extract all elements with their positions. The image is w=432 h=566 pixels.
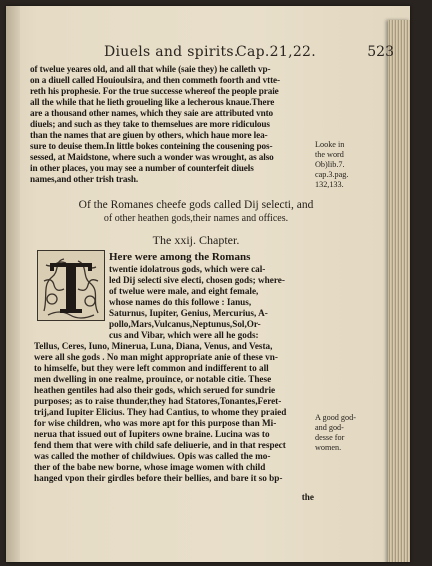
body-line: heathen gentiles had also their gods, which serued for sundrie [34, 385, 276, 395]
chapter-heading: The xxij. Chapter. [152, 233, 240, 247]
body-line: hanged vpon their girdles before their bellies, and bare it so bp- [34, 473, 283, 483]
margin-note-line: Ob)lib.7. [315, 160, 345, 169]
body-line: purposes; as to raise thunder,they had Statores,Tonantes,Feret- [34, 396, 282, 406]
body-line: sure to deuise them.In little bokes conteining the cousening pos- [30, 141, 273, 151]
body-line: cus and Vibar, which were all he gods: [109, 330, 259, 340]
body-line: of twelue yeares old, and all that while (saie they) he calleth vp- [30, 64, 271, 74]
body-line: whose names do this followe : Ianus, [109, 297, 252, 307]
margin-note-line: A good god- [315, 413, 356, 422]
body-line: were all she gods . No man might appropriate anie of these vn- [34, 352, 278, 362]
body-line: all the while that he lieth groueling like a lecherous knaue.There [30, 97, 275, 107]
body-line: are a thousand other names, which they saie are attributed vnto [30, 108, 274, 118]
margin-note-line: women. [315, 443, 342, 452]
running-head [64, 44, 394, 62]
book-page [6, 6, 410, 562]
body-line: on a diuell called Houioulsira, and then commeth foorth and vtte- [30, 75, 280, 85]
page-number: 523 [367, 44, 394, 60]
margin-note-line: desse for [315, 433, 345, 442]
body-line: nerua that issued out of Iupiters owne braine. Lucina was to [34, 429, 270, 439]
margin-note-line: cap.3.pag. [315, 170, 349, 179]
decorated-initial [37, 250, 105, 321]
margin-note-line: the word [315, 150, 344, 159]
body-line: pollo,Mars,Vulcanus,Neptunus,Sol,Or- [109, 319, 261, 329]
body-line: ther of the babe new borne, whose image women with child [34, 462, 266, 472]
body-line: twentie idolatrous gods, which were cal- [109, 264, 266, 274]
running-head-title: Diuels and spirits. [104, 44, 239, 60]
body-line: than the names that are giuen by others, which haue more lea- [30, 130, 268, 140]
body-line: of twelue were male, and eight female, [109, 286, 259, 296]
margin-note-line: 132,133. [315, 180, 344, 189]
body-line: to himselfe, but they were left common and indifferent to all [34, 363, 269, 373]
body-line: in other places, you may see a number of counterfeit diuels [30, 163, 254, 173]
body-line: men dwelling in one realme, prouince, or notable citie. These [34, 374, 272, 384]
foliate-initial-ornament [38, 251, 104, 320]
body-line: names,and other trish trash. [30, 174, 139, 184]
section-title: Of the Romanes cheefe gods called Dij selecti, and [78, 199, 314, 211]
body-line: Here were among the Romans [109, 252, 251, 263]
running-head-chapter: Cap.21,22. [236, 44, 316, 60]
body-line: was called the mother of childwiues. Opis was called the mo- [34, 451, 271, 461]
body-line: fend them that were with child safe deliuerie, and in that respect [34, 440, 286, 450]
catchword: the [301, 492, 314, 502]
book-page-edges [388, 20, 410, 562]
body-line: Tellus, Ceres, Iuno, Minerua, Luna, Diana, Venus, and Vesta, [34, 341, 273, 351]
body-line: for wise children, who was more apt for this purpose than Mi- [34, 418, 277, 428]
body-line: sessed, at Maidstone, where such a wonder was wrought, as also [30, 152, 274, 162]
margin-note-line: and god- [315, 423, 344, 432]
body-line: reth his prophesie. For the true successe whereof the people praie [30, 86, 279, 96]
body-line: Saturnus, Iupiter, Genius, Mercurius, A- [109, 308, 268, 318]
page-gutter-shadow [6, 6, 20, 562]
body-line: led Dij selecti sive electi, chosen gods; where- [109, 275, 285, 285]
body-line: trij,and Iupiter Elicius. They had Cantius, to whome they praied [34, 407, 287, 417]
body-line: diuels; and such as they take to themselues are more ridiculous [30, 119, 270, 129]
initial-letter: T [71, 297, 72, 298]
margin-note-line: Looke in [315, 140, 345, 149]
section-subtitle: of other heathen gods,their names and offices. [103, 213, 289, 224]
